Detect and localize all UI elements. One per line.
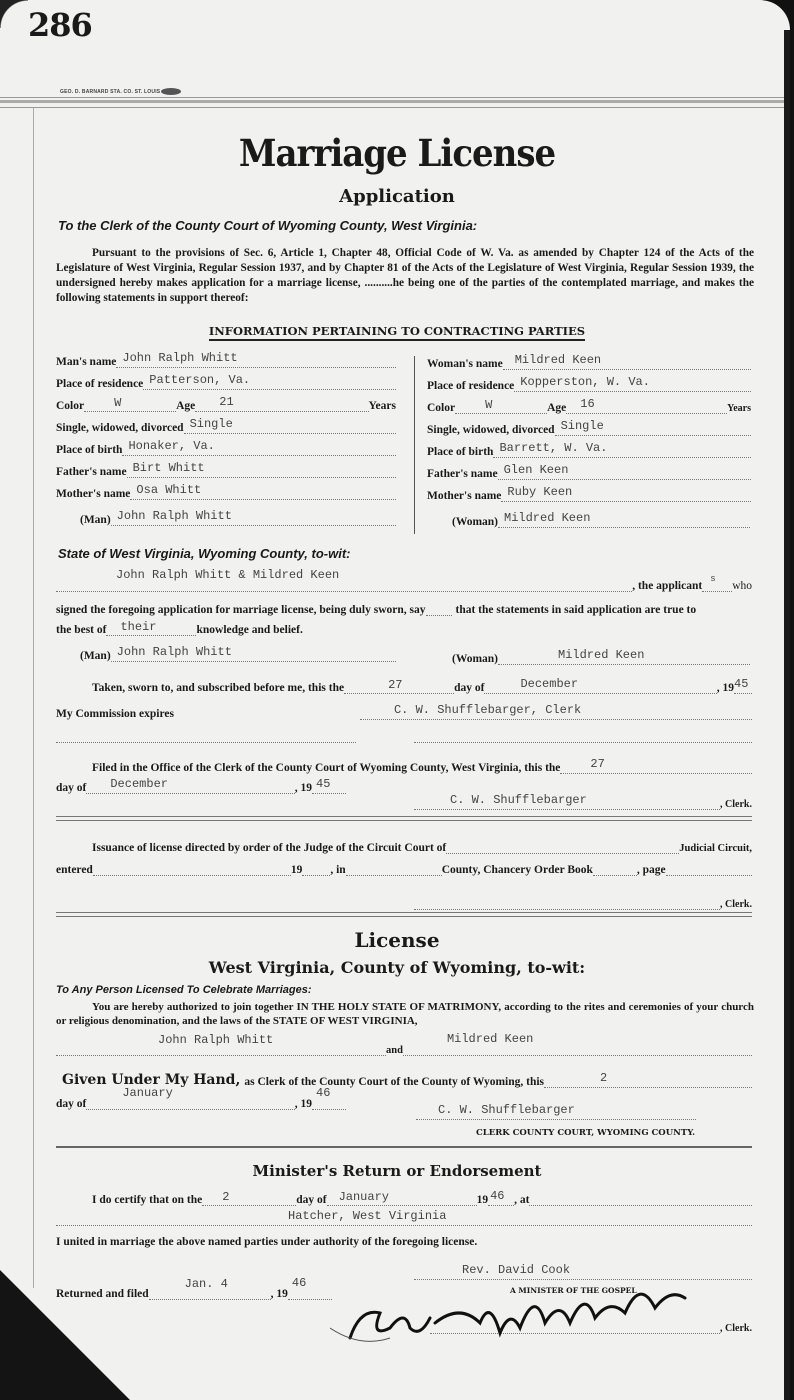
issuance-year-blank[interactable] [302,859,330,876]
filed-month-value[interactable]: December [86,777,294,794]
woman-mother-label: Mother's name [427,490,502,502]
license-bride-value[interactable]: Mildred Keen [403,1033,752,1056]
man-signature-row [80,506,396,526]
returned-clerk-label: , Clerk. [720,1323,752,1334]
given-day-of-label: day of [56,1098,87,1110]
addressee: To the Clerk of the County Court of Wyoming County, West Virginia: [58,218,478,233]
oath-man-label: (Man) [80,650,111,662]
oath-who-label: who [732,580,752,592]
woman-name-row [427,350,751,370]
issuance-county-label: County, Chancery Order Book [441,864,593,876]
given-month-value[interactable]: January [86,1087,294,1110]
woman-years-label: Years [727,403,751,414]
commission-blank[interactable] [56,742,356,743]
filed-row [92,754,752,774]
man-status-row [56,414,396,434]
man-signature-value[interactable]: John Ralph Whitt [111,509,396,526]
man-birth-label: Place of birth [56,444,123,456]
filed-day-of-label: day of [56,782,87,794]
woman-status-value[interactable]: Single [555,419,751,436]
issuance-entered-label: entered [56,864,93,876]
issuance-entered-blank[interactable] [93,859,291,876]
given-year-value[interactable]: 46 [312,1087,346,1110]
issuance-entered-row [56,856,752,876]
license-body: You are hereby authorized to join together IN THE HOLY STATE OF MATRIMONY, according to the rites and ceremonies of your church or religious denomination, and the laws of the STATE OF WEST VIRGINIA, [56,1001,754,1027]
document-subtitle: Application [339,186,455,207]
issuance-text: Issuance of license directed by order of the Judge of the Circuit Court of [92,842,447,854]
filed-clerk-row [414,790,752,810]
commission-blank-2[interactable] [414,742,752,743]
man-years-label: Years [368,400,396,412]
man-name-label: Man's name [56,356,117,368]
sworn-year-value[interactable]: 45 [734,677,752,694]
given-date-row [56,1087,346,1110]
license-groom-value[interactable]: John Ralph Whitt [56,1034,386,1056]
column-divider [414,356,415,534]
given-text: as Clerk of the County Court of the County of Wyoming, this [244,1076,545,1088]
issuance-19-label: 19 [290,864,303,876]
woman-mother-value[interactable]: Ruby Keen [501,485,751,502]
issuance-page-blank[interactable] [666,859,752,876]
sworn-year-prefix: , 19 [716,682,734,694]
woman-color-label: Color [427,402,456,414]
man-mother-row [56,480,396,500]
woman-sign-label: (Woman) [452,516,498,528]
preamble-text-2: he being one of the parties of the contemplated marriage, and makes the following statements in support thereof: [56,277,754,304]
man-mother-label: Mother's name [56,488,131,500]
printer-imprint-text: GEO. D. BARNARD STA. CO. ST. LOUIS [60,88,161,95]
oath-line3-text: the best of [56,624,107,636]
woman-father-value[interactable]: Glen Keen [498,463,751,480]
woman-father-row [427,460,751,480]
man-residence-row [56,370,396,390]
returned-year-value[interactable]: 46 [288,1277,332,1300]
minister-at-label: , at [514,1194,530,1206]
oath-their-value[interactable]: their [106,620,196,636]
issuance-clerk-blank[interactable] [414,893,720,910]
divider [0,107,784,108]
minister-month-value[interactable]: January [327,1190,477,1206]
man-status-value[interactable]: Single [184,417,396,434]
woman-status-row [427,416,751,436]
man-color-age-row [56,392,396,412]
document-title: Marriage License [238,132,556,176]
license-to-any: To Any Person Licensed To Celebrate Marriages: [56,984,312,996]
commission-label: My Commission expires [56,708,174,720]
filed-text: Filed in the Office of the Clerk of the County Court of Wyoming County, West Virginia, this the [92,762,561,774]
given-day-value[interactable]: 2 [544,1071,752,1088]
man-color-label: Color [56,400,85,412]
minister-day-of-label: day of [296,1194,327,1206]
issuance-judicial-label: Judicial Circuit, [679,843,752,854]
man-residence-value[interactable]: Patterson, Va. [143,373,396,390]
page-edge [784,30,790,1400]
woman-color-age-row [427,394,751,414]
issuance-row [92,834,752,854]
man-birth-row [56,436,396,456]
oath-line2-text-2: that the statements in said application are true to [455,604,697,616]
minister-title: Minister's Return or Endorsement [252,1162,542,1180]
sworn-row [92,674,752,694]
man-father-label: Father's name [56,466,127,478]
double-divider [56,912,752,917]
clerk-handwritten-signature [330,1268,710,1358]
minister-name-value[interactable]: Rev. David Cook [414,1263,752,1280]
page-number: 286 [28,6,92,44]
oath-applicants-row [56,569,752,592]
double-divider [56,816,752,821]
section-heading-text: INFORMATION PERTAINING TO CONTRACTING PARTIES [209,324,585,341]
preamble-blank: .......... [364,277,393,289]
minister-year-value[interactable]: 46 [488,1189,514,1206]
divider [0,97,784,98]
man-status-label: Single, widowed, divorced [56,422,184,434]
issuance-clerk-label: , Clerk. [720,899,752,910]
page-corner-shadow [0,1270,130,1400]
woman-father-label: Father's name [427,468,498,480]
woman-name-value[interactable]: Mildred Keen [503,353,751,370]
minister-certify-label: I do certify that on the [92,1194,203,1206]
license-subtitle: West Virginia, County of Wyoming, to-wit: [208,958,586,977]
issuance-book-blank[interactable] [593,859,637,876]
issuance-county-blank[interactable] [346,859,442,876]
sworn-day-value[interactable]: 27 [344,678,454,694]
commission-clerk-signature[interactable]: C. W. Shufflebarger, Clerk [360,703,752,720]
woman-color-value[interactable]: W [455,398,547,414]
printer-imprint [60,88,181,95]
woman-birth-value[interactable]: Barrett, W. Va. [493,441,751,458]
commission-row [56,700,752,720]
woman-residence-value[interactable]: Kopperston, W. Va. [514,375,751,392]
minister-united-text: I united in marriage the above named parties under authority of the foregoing license. [56,1236,478,1248]
man-sign-label: (Man) [80,514,111,526]
license-title: License [354,928,440,952]
woman-mother-row [427,482,751,502]
woman-age-label: Age [547,402,567,414]
man-name-row [56,348,396,368]
printer-logo-icon [161,88,181,95]
minister-day-value[interactable]: 2 [202,1190,296,1206]
oath-line2 [56,596,752,616]
license-parties-row [56,1033,752,1056]
oath-man-row [80,642,396,662]
woman-status-label: Single, widowed, divorced [427,424,555,436]
preamble-text: Pursuant to the provisions of Sec. 6, Article 1, Chapter 48, Official Code of W. Va. as amended by Chapter 124 of the Acts of the Legislature of West Virginia, Regular Session 1937, and by Chapter 81 of the Acts of the Legislature of West Virginia, Regular Session 1939, the undersigned hereby makes application for a marriage license, [56,247,754,289]
license-clerk-row [416,1100,696,1120]
sworn-label: Taken, sworn to, and subscribed before me, this the [92,682,345,694]
oath-woman-signature[interactable]: Mildred Keen [498,648,750,665]
oath-man-signature[interactable]: John Ralph Whitt [111,645,396,662]
oath-woman-label: (Woman) [452,653,498,665]
minister-year-prefix: 19 [476,1194,489,1206]
oath-line3-text-2: knowledge and belief. [196,624,303,636]
filed-day-value[interactable]: 27 [560,757,752,774]
filed-clerk-label: , Clerk. [720,799,752,810]
issuance-clerk-row [414,890,752,910]
oath-applicant-label: , the applicant [632,580,703,592]
filed-date-row [56,774,346,794]
man-birth-value[interactable]: Honaker, Va. [122,439,396,456]
oath-line2-text: signed the foregoing application for marriage license, being duly sworn, say [56,604,426,616]
woman-age-value[interactable]: 16 [566,397,727,414]
license-and-label: and [386,1045,403,1056]
filed-year-prefix: , 19 [294,782,312,794]
issuance-page-label: , page [636,864,666,876]
man-father-row [56,458,396,478]
man-mother-value[interactable]: Osa Whitt [130,483,396,500]
margin-line [33,108,34,1288]
license-clerk-signature[interactable]: C. W. Shufflebarger [416,1103,696,1120]
woman-birth-row [427,438,751,458]
minister-certify-row [92,1186,752,1206]
minister-at-blank[interactable] [529,1189,752,1206]
returned-date-value[interactable]: Jan. 4 [149,1278,271,1300]
filed-year-value[interactable]: 45 [312,777,346,794]
section-heading [0,324,794,338]
man-color-value[interactable]: W [84,396,176,412]
minister-place-row [56,1206,752,1226]
sworn-month-value[interactable]: December [484,677,716,694]
minister-caption: A MINISTER OF THE GOSPEL [510,1286,637,1295]
man-father-value[interactable]: Birt Whitt [127,461,396,478]
oath-applicant-suffix[interactable]: s [702,575,732,592]
woman-name-label: Woman's name [427,358,503,370]
woman-residence-label: Place of residence [427,380,515,392]
minister-place-value[interactable]: Hatcher, West Virginia [56,1209,752,1226]
oath-say-blank[interactable] [426,599,452,616]
woman-birth-label: Place of birth [427,446,494,458]
woman-residence-row [427,372,751,392]
man-name-value[interactable]: John Ralph Whitt [116,351,396,368]
oath-heading: State of West Virginia, Wyoming County, to-wit: [58,546,351,561]
oath-woman-row [452,645,750,665]
divider [0,100,784,103]
filed-clerk-signature[interactable]: C. W. Shufflebarger [414,793,720,810]
sworn-day-of-label: day of [454,682,485,694]
woman-signature-value[interactable]: Mildred Keen [498,511,750,528]
page-corner [0,0,28,28]
man-age-value[interactable]: 21 [195,395,368,412]
oath-line3 [56,616,356,636]
returned-label: Returned and filed [56,1288,149,1300]
man-residence-label: Place of residence [56,378,144,390]
given-year-prefix: , 19 [294,1098,312,1110]
given-under-hand-label: Given Under My Hand, [62,1072,241,1088]
woman-signature-row [452,508,750,528]
man-age-label: Age [176,400,196,412]
issuance-in-label: , in [330,864,346,876]
returned-year-prefix: , 19 [270,1288,288,1300]
issuance-court-blank[interactable] [446,837,679,854]
preamble [56,246,754,306]
license-clerk-caption: CLERK COUNTY COURT, WYOMING COUNTY. [476,1128,696,1138]
divider [56,1146,752,1148]
given-row [62,1068,752,1088]
oath-applicants-value[interactable]: John Ralph Whitt & Mildred Keen [56,569,632,592]
